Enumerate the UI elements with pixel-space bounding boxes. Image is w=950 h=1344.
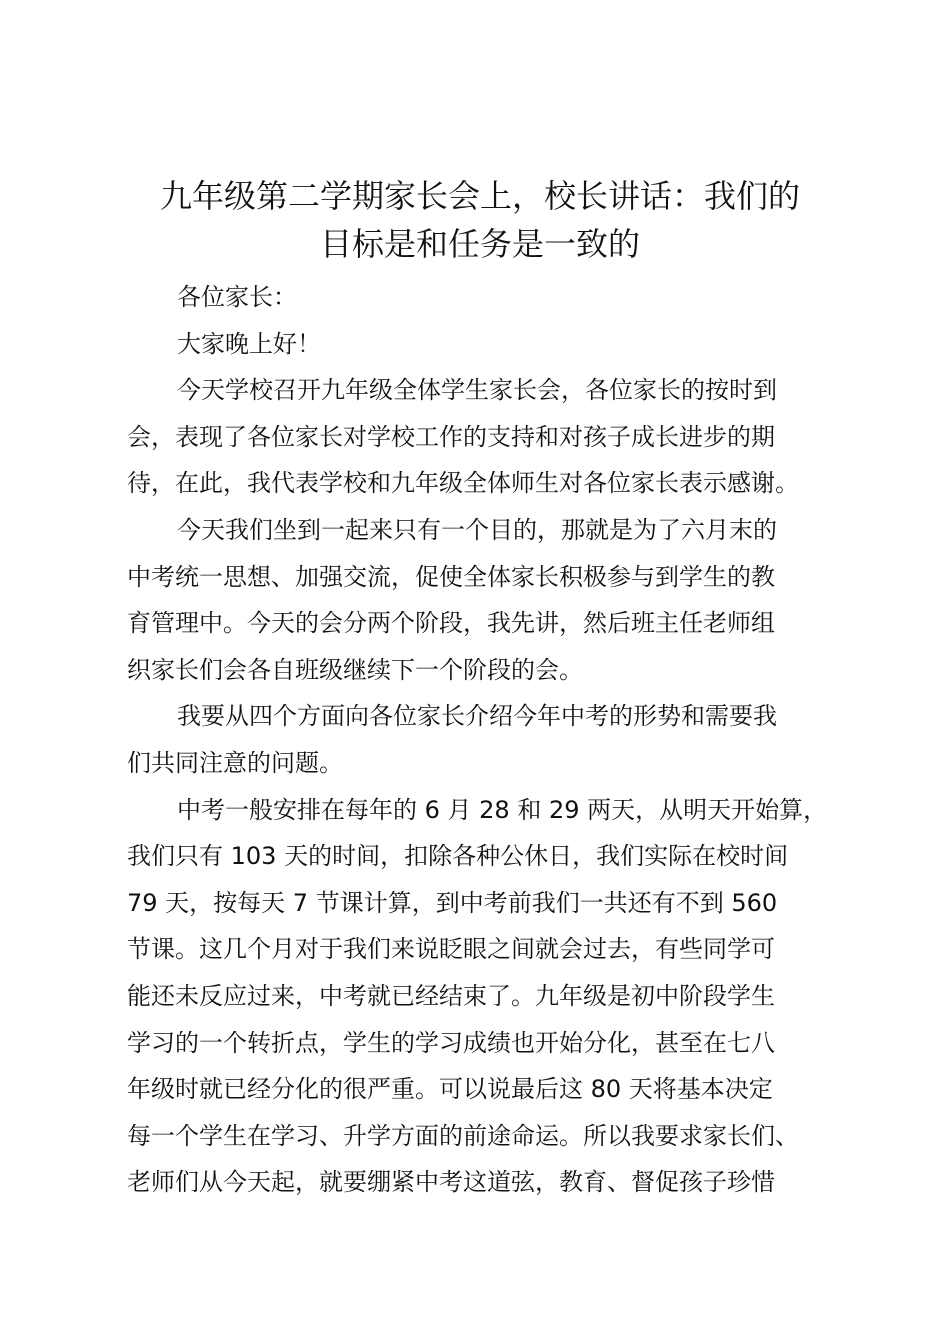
body-text-line: 今天我们坐到一起来只有一个目的，那就是为了六月末的 <box>177 515 777 544</box>
body-text-line: 中考一般安排在每年的 6 月 28 和 29 两天，从明天开始算， <box>177 795 828 824</box>
body-text-line: 中考统一思想、加强交流，促使全体家长积极参与到学生的教 <box>127 562 775 591</box>
document-title <box>110 172 850 268</box>
body-text-line: 年级时就已经分化的很严重。可以说最后这 80 天将基本决定 <box>127 1075 773 1104</box>
body-text-line: 能还未反应过来，中考就已经结束了。九年级是初中阶段学生 <box>127 981 775 1010</box>
body-text-line: 各位家长： <box>177 283 297 311</box>
body-text-line: 待，在此，我代表学校和九年级全体师生对各位家长表示感谢。 <box>127 469 799 498</box>
body-text-line: 79 天，按每天 7 节课计算，到中考前我们一共还有不到 560 <box>127 888 778 917</box>
body-text-line: 每一个学生在学习、升学方面的前途命运。所以我要求家长们、 <box>127 1121 799 1150</box>
title-line: 九年级第二学期家长会上，校长讲话：我们的 <box>159 177 800 215</box>
body-text-line: 们共同注意的问题。 <box>127 748 343 777</box>
body-text-line: 节课。这几个月对于我们来说眨眼之间就会过去，有些同学可 <box>127 935 775 964</box>
body-text-line: 大家晚上好！ <box>177 329 321 358</box>
document-body <box>127 274 832 1206</box>
body-text-line: 会，表现了各位家长对学校工作的支持和对孩子成长进步的期 <box>127 422 775 451</box>
body-text-line: 今天学校召开九年级全体学生家长会，各位家长的按时到 <box>177 376 777 405</box>
title-line: 目标是和任务是一致的 <box>319 225 640 263</box>
body-text-line: 我们只有 103 天的时间，扣除各种公休日，我们实际在校时间 <box>127 842 789 871</box>
body-text-line: 学习的一个转折点，学生的学习成绩也开始分化，甚至在七八 <box>127 1028 775 1057</box>
body-text-line: 我要从四个方面向各位家长介绍今年中考的形势和需要我 <box>177 702 777 731</box>
body-text-line: 织家长们会各自班级继续下一个阶段的会。 <box>127 655 583 684</box>
body-text-line: 老师们从今天起，就要绷紧中考这道弦，教育、督促孩子珍惜 <box>127 1168 775 1197</box>
body-text-line: 育管理中。今天的会分两个阶段，我先讲，然后班主任老师组 <box>127 609 775 638</box>
